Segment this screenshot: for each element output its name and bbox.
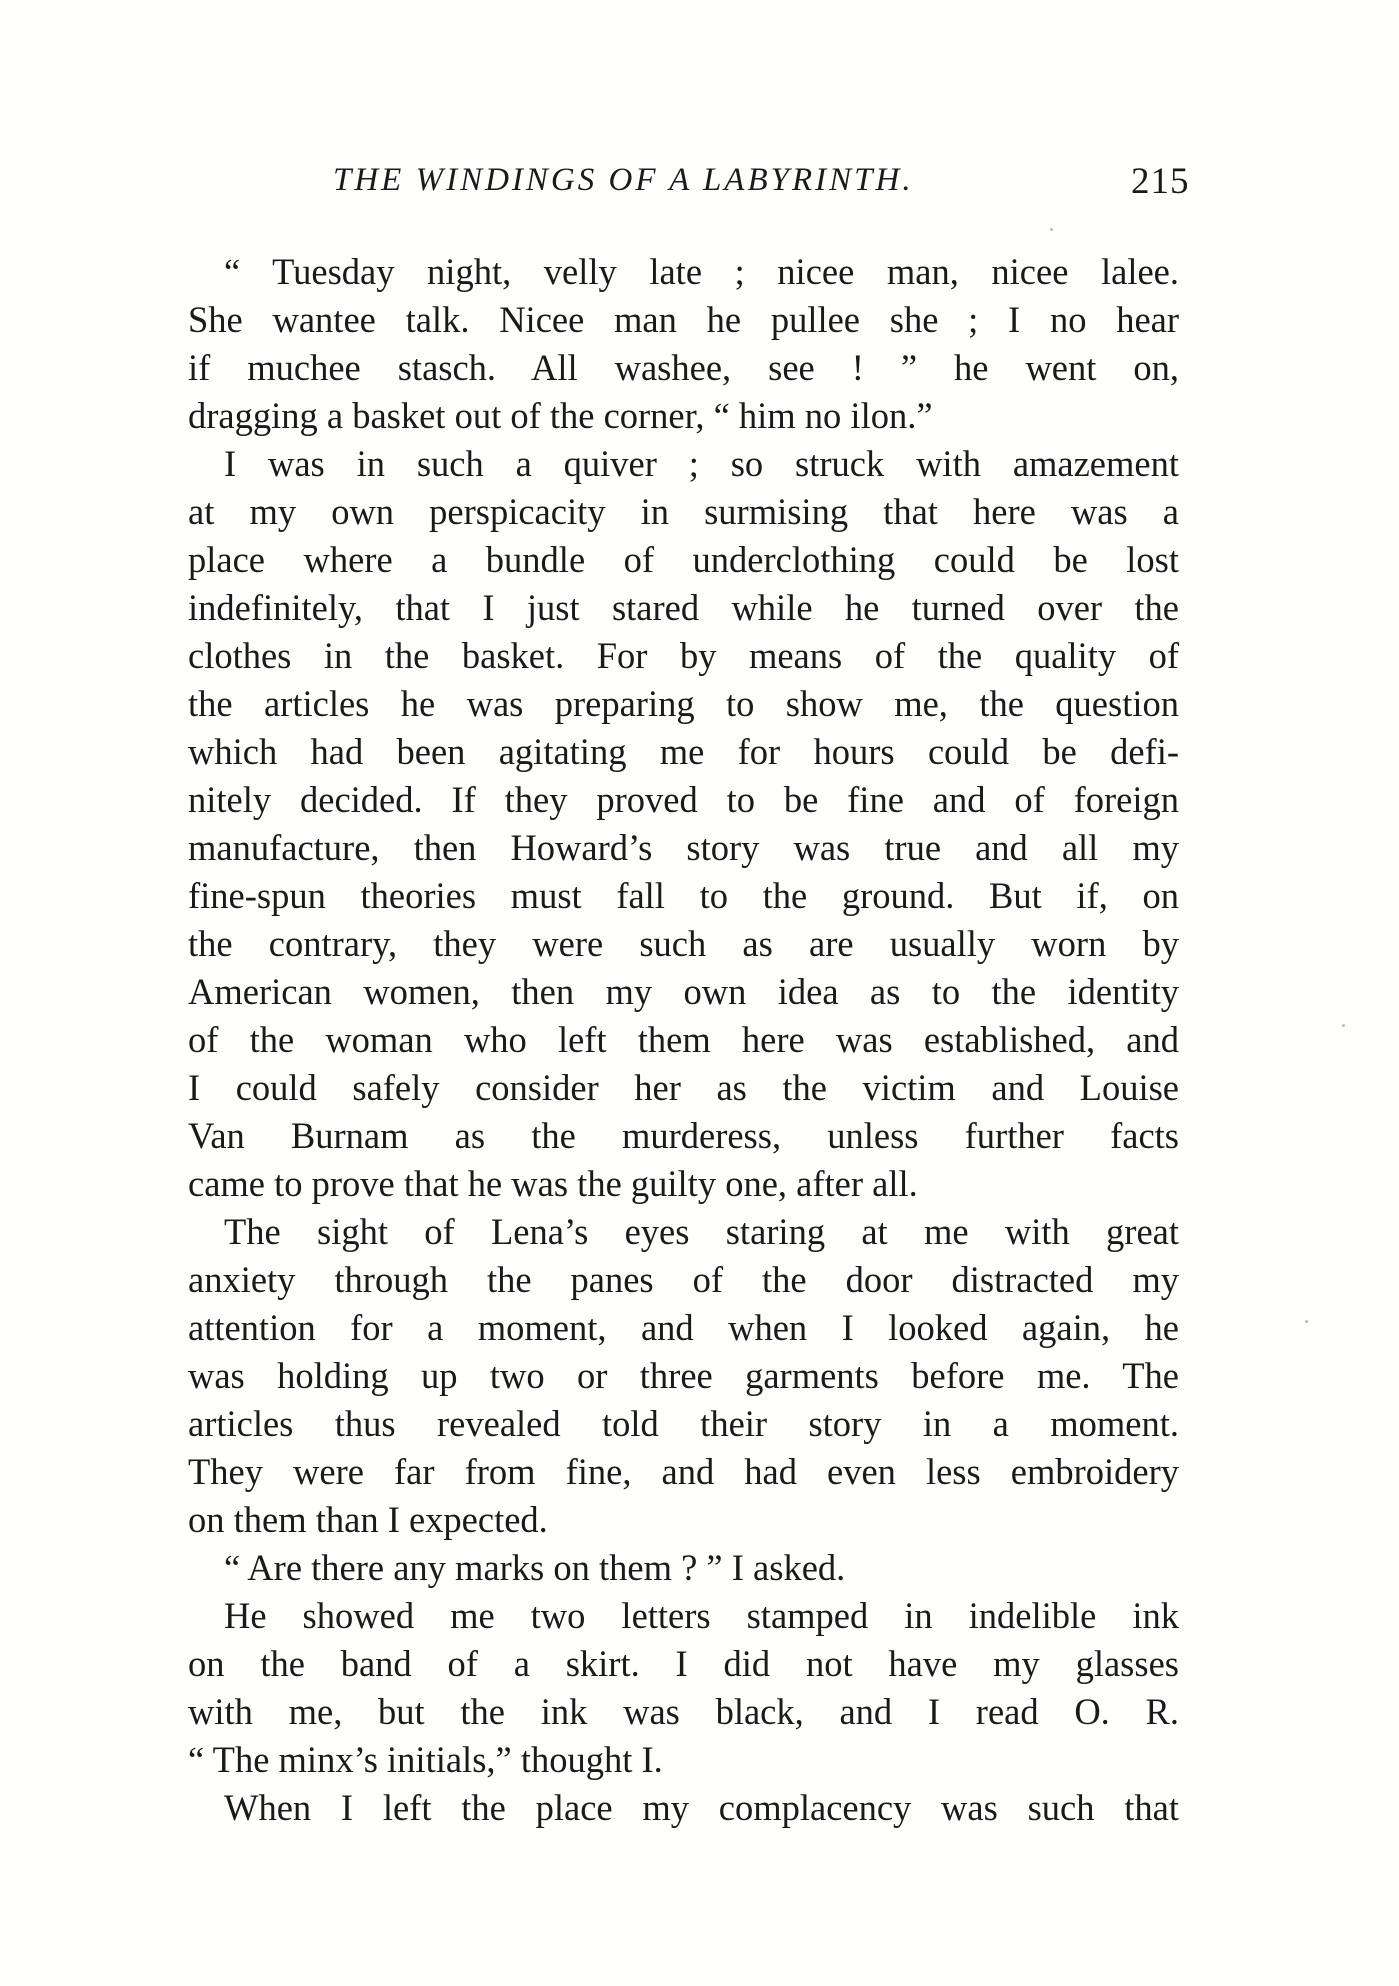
text-line: anxiety through the panes of the door distracted my [188, 1259, 1179, 1300]
text-line: of the woman who left them here was established, and [188, 1019, 1179, 1060]
running-head [183, 161, 1190, 212]
text-line: indefinitely, that I just stared while he turned over the [188, 587, 1179, 628]
text-line: They were far from fine, and had even less embroidery [188, 1451, 1179, 1492]
running-title: THE WINDINGS OF A LABYRINTH. [333, 162, 914, 198]
paper-speck [1050, 228, 1053, 231]
text-line: at my own perspicacity in surmising that here was a [188, 491, 1179, 532]
text-line: I was in such a quiver ; so struck with amazement [224, 443, 1179, 484]
text-line: if muchee stasch. All washee, see ! ” he went on, [188, 347, 1179, 388]
text-line: He showed me two letters stamped in indelible ink [224, 1595, 1179, 1636]
page-number: 215 [1131, 161, 1190, 202]
text-line: nitely decided. If they proved to be fine and of foreign [188, 779, 1179, 820]
text-line: “ Tuesday night, velly late ; nicee man, nicee lalee. [224, 251, 1179, 292]
text-line: on them than I expected. [188, 1499, 548, 1540]
text-line: was holding up two or three garments before me. The [188, 1355, 1179, 1396]
text-line: articles thus revealed told their story in a moment. [188, 1403, 1179, 1444]
text-line: fine-spun theories must fall to the ground. But if, on [188, 875, 1179, 916]
paper-speck [1305, 1320, 1308, 1323]
text-line: which had been agitating me for hours could be defi- [188, 731, 1179, 772]
text-line: “ The minx’s initials,” thought I. [188, 1739, 663, 1780]
paper-speck [1342, 1024, 1345, 1027]
text-line: clothes in the basket. For by means of the quality of [188, 635, 1179, 676]
text-line: When I left the place my complacency was such that [224, 1787, 1179, 1828]
text-line: The sight of Lena’s eyes staring at me with great [224, 1211, 1179, 1252]
text-line: attention for a moment, and when I looked again, he [188, 1307, 1179, 1348]
text-line: manufacture, then Howard’s story was true and all my [188, 827, 1179, 868]
text-line: Van Burnam as the murderess, unless further facts [188, 1115, 1179, 1156]
text-line: with me, but the ink was black, and I read O. R. [188, 1691, 1179, 1732]
text-line: I could safely consider her as the victim and Louise [188, 1067, 1179, 1108]
text-line: came to prove that he was the guilty one, after all. [188, 1163, 918, 1204]
text-line: “ Are there any marks on them ? ” I asked. [224, 1547, 846, 1588]
text-line: on the band of a skirt. I did not have my glasses [188, 1643, 1179, 1684]
text-line: American women, then my own idea as to the identity [188, 971, 1179, 1012]
body-text [188, 248, 1179, 1832]
text-line: place where a bundle of underclothing could be lost [188, 539, 1179, 580]
text-line: the contrary, they were such as are usually worn by [188, 923, 1179, 964]
text-line: dragging a basket out of the corner, “ him no ilon.” [188, 395, 933, 436]
text-line: the articles he was preparing to show me, the question [188, 683, 1179, 724]
text-line: She wantee talk. Nicee man he pullee she ; I no hear [188, 299, 1179, 340]
